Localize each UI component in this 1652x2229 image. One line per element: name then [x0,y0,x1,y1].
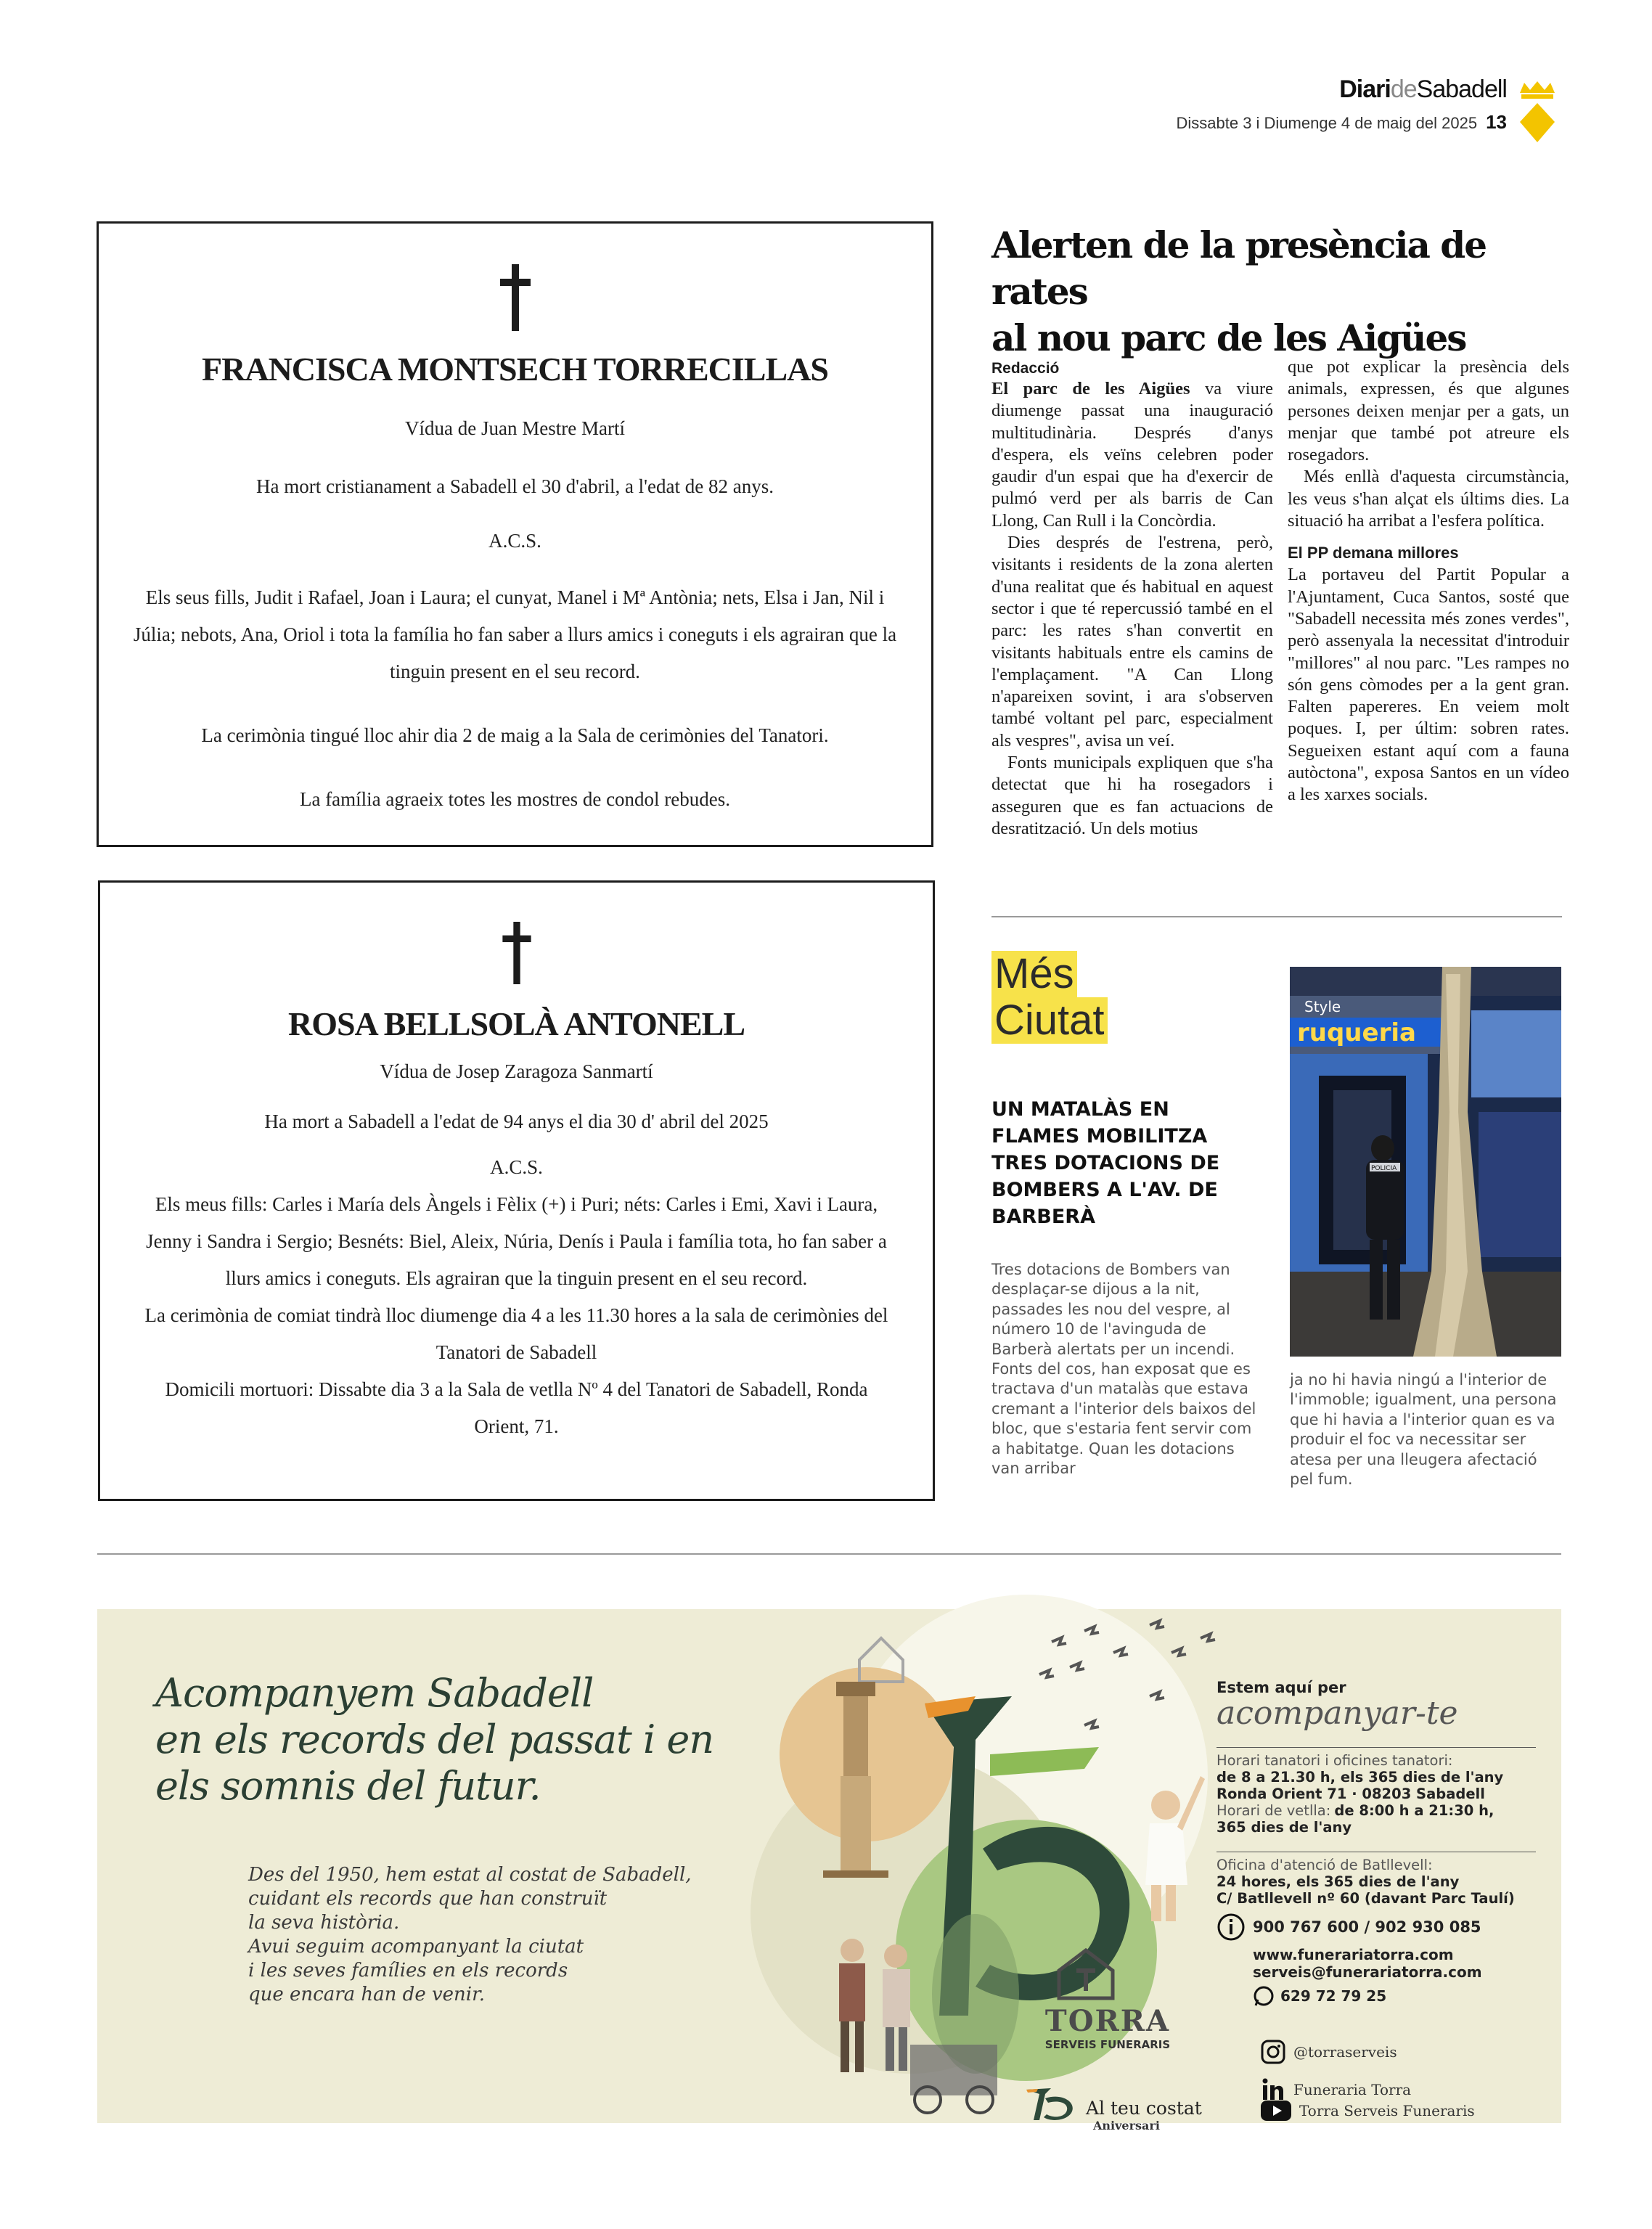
contact-info: Estem aquí per acompanyar-te Horari tanatori i oficines tanatori: de 8 a 21.30 h, els 365 dies de l'any Ronda Orient 71 · 08203 Sabadell Horari de vetlla: de 8:00 h a 21:30 h, 365 dies de l'any Oficina d'atenció de Batllevell: 24 hores, els 365 dies de l'any C/ Batllevell nº 60 (davant Parc Taulí) 900 767 600 / 902 930 085 www.funerariatorra.com serveis@funerariatorra.com 629 72 79 25 [1216,1679,1536,2007]
cross-icon [500,264,531,331]
obituary-box [98,880,935,1501]
info-icon [1216,1913,1246,1942]
obit-line: Vídua de Juan Mestre Martí [405,417,625,439]
ad-headline: Acompanyem Sabadell en els records del passat i en els somnis del futur. [155,1670,714,1809]
social-youtube[interactable]: Torra Serveis Funeraris [1260,2100,1475,2122]
newspaper-brand[interactable]: DiarideSabadell [1339,75,1507,103]
obituary-box [97,221,933,847]
phone-numbers[interactable]: 900 767 600 / 902 930 085 [1253,1918,1481,1936]
email-link[interactable]: serveis@funerariatorra.com [1253,1963,1482,1981]
whatsapp-number[interactable]: 629 72 79 25 [1280,1987,1387,2005]
whatsapp-icon [1253,1985,1275,2007]
anniversary-label: Aniversari [1093,2119,1160,2132]
byline: Redacció [991,360,1060,377]
youtube-icon [1260,2100,1292,2122]
obit-line: A.C.S. [490,1156,543,1178]
section-divider [97,1553,1561,1555]
obit-line: Els meus fills: Carles i María dels Àngels i Fèlix (+) i Puri; néts: Carles i Emi, Xavi i Laura, [155,1193,878,1215]
cross-icon [502,922,531,984]
obit-line: Jenny i Sandra i Sergio; Besnéts: Biel, Aleix, Núria, Denís i Paula i família tota, ho fan saber a [146,1230,887,1252]
torra-logo-icon [1058,1949,1114,2000]
shop-sign-top: Style [1304,998,1341,1015]
torra-brand: TORRA SERVEIS FUNERARIS [1044,2004,1171,2051]
bird-icon [1150,1621,1164,1628]
obit-line: llurs amics i coneguts. Els agrairan que la tinguin present en el seu record. [225,1267,808,1289]
article-headline[interactable]: Alerten de la presència de rates al nou parc de les Aigües [991,224,1487,359]
obit-line: Vídua de Josep Zaragoza Sanmartí [380,1060,653,1082]
bird-icon [1171,1648,1186,1656]
social-linkedin[interactable]: Funeraria Torra [1260,2077,1411,2103]
article-paragraph: La portaveu del Partit Popular a l'Ajuntament, Cuca Santos, sosté que "Sabadell necessita més zones verdes", però assenyala la necessitat d'introduir "millores" al nou parc. "Les rampes no són gens còmodes per a la gent gran. Falten papereres. En veiem molt poques. I, per últim: sobren rates. Segueixen estant aquí com a fauna autòctona", exposa Santos en un vídeo a les xarxes socials. [1288,565,1569,805]
issue-date: Dissabte 3 i Diumenge 4 de maig del 2025 [1176,114,1478,132]
75-logo-icon [1023,2085,1081,2122]
obit-line: Els seus fills, Judit i Rafael, Joan i Laura; el cunyat, Manel i Mª Antònia; nets, Elsa i Jan, Nil i [145,586,885,608]
ad-copy: Des del 1950, hem estat al costat de Sabadell, cuidant els records que han construït la seva història. Avui seguim acompanyant la ciutat i les seves famílies en els records que encara han de venir. [248,1864,692,2005]
brief-body: ja no hi havia ningú a l'interior de l'immoble; igualment, una persona que hi havia a l'interior quan es va produir el foc va necessitar ser atesa per una lleugera afectació pel fum. [1290,1371,1557,1489]
obit-line: tinguin present en el seu record. [390,660,640,682]
section-divider [991,916,1562,917]
obit-line: Júlia; nebots, Ana, Oriol i tota la família ho fan saber a llurs amics i coneguts i els agrairan que la [133,623,897,645]
section-label: Més Ciutat [991,951,1108,1044]
obit-line: Orient, 71. [474,1415,559,1437]
police-badge: POLICIA [1371,1165,1397,1172]
article-paragraph: Fonts municipals expliquen que s'ha detectat que hi ha rosegadors i asseguren que es fan actuacions de desratització. Un dels motius [991,753,1273,838]
article-subhead: El PP demana millores [1288,544,1459,563]
obit-line: Domicili mortuori: Dissabte dia 3 a la Sala de vetlla Nº 4 del Tanatori de Sabadell, Ronda [165,1378,868,1400]
deceased-name: FRANCISCA MONTSECH TORRECILLAS [202,351,828,388]
dateline [1176,111,1507,134]
page-number: 13 [1486,111,1507,133]
instagram-icon [1260,2039,1286,2065]
masthead [1176,75,1507,134]
news-photo[interactable] [1290,967,1561,1357]
article-paragraph: que pot explicar la presència dels animals, expressen, és que algunes persones deixen menjar per a gats, un menjar que també pot atreure els rosegadors. [1288,357,1569,465]
article-column [991,359,1273,840]
social-instagram[interactable]: @torraserveis [1260,2039,1397,2065]
shop-sign: ruqueria [1297,1018,1416,1047]
article-column [1288,359,1569,806]
linkedin-icon [1260,2077,1286,2103]
brief-body: Tres dotacions de Bombers van desplaçar-se dijous a la nit, passades les nou del vespre, al número 10 de l'avinguda de Barberà alertats per un incendi. Fonts del cos, han exposat que es tractava d'un matalàs que estava cremant a l'interior dels baixos del bloc, que s'estaria fent servir com a habitatge. Quan les dotacions van arribar [991,1261,1256,1478]
obit-line: La cerimònia de comiat tindrà lloc diumenge dia 4 a les 11.30 hores a la sala de cerimònies del [144,1304,888,1326]
article-paragraph: El parc de les Aigües va viure diumenge passat una inauguració multitudinària. Després d'anys d'espera, els veïns celebren poder gaudir d'un espai que ha d'exercir de pulmó verd per als barris de Can Llong, Can Rull i la Concòrdia. [991,379,1273,531]
obit-line: La cerimònia tingué lloc ahir dia 2 de maig a la Sala de cerimònies del Tanatori. [201,724,829,746]
brief-headline[interactable]: UN MATALÀS EN FLAMES MOBILITZA TRES DOTACIONS DE BOMBERS A L'AV. DE BARBERÀ [991,1098,1220,1228]
obit-line: A.C.S. [488,530,541,552]
article-paragraph: Dies després de l'estrena, però, visitants i residents de la zona alerten d'una realitat que és habitual en aquest sector i que té repercussió també en el parc: les rates s'han convertit en visitants habituals entre els camins de l'emplaçament. "A Can Llong n'apareixen sovint, i ara s'observen també voltant pel parc, especialment als vespres", avisa un veí. [991,533,1273,751]
funeral-home-ad[interactable] [97,1609,1561,2132]
ad-slogan: Al teu costat [1086,2098,1202,2119]
bird-icon [1201,1634,1215,1641]
obit-line: La família agraeix totes les mostres de condol rebudes. [299,788,731,810]
obit-line: Tanatori de Sabadell [436,1341,597,1363]
obit-line: Ha mort cristianament a Sabadell el 30 d'abril, a l'edat de 82 anys. [256,475,774,497]
sabadell-crest-icon [1517,80,1558,144]
obit-line: Ha mort a Sabadell a l'edat de 94 anys el dia 30 d' abril del 2025 [264,1111,769,1132]
website-link[interactable]: www.funerariatorra.com [1253,1946,1454,1963]
fire-scene-photo [1290,967,1561,1357]
article-paragraph: Més enllà d'aquesta circumstància, les veus s'han alçat els últims dies. La situació ha arribat a l'esfera política. [1288,467,1569,531]
deceased-name: ROSA BELLSOLÀ ANTONELL [287,1005,745,1042]
